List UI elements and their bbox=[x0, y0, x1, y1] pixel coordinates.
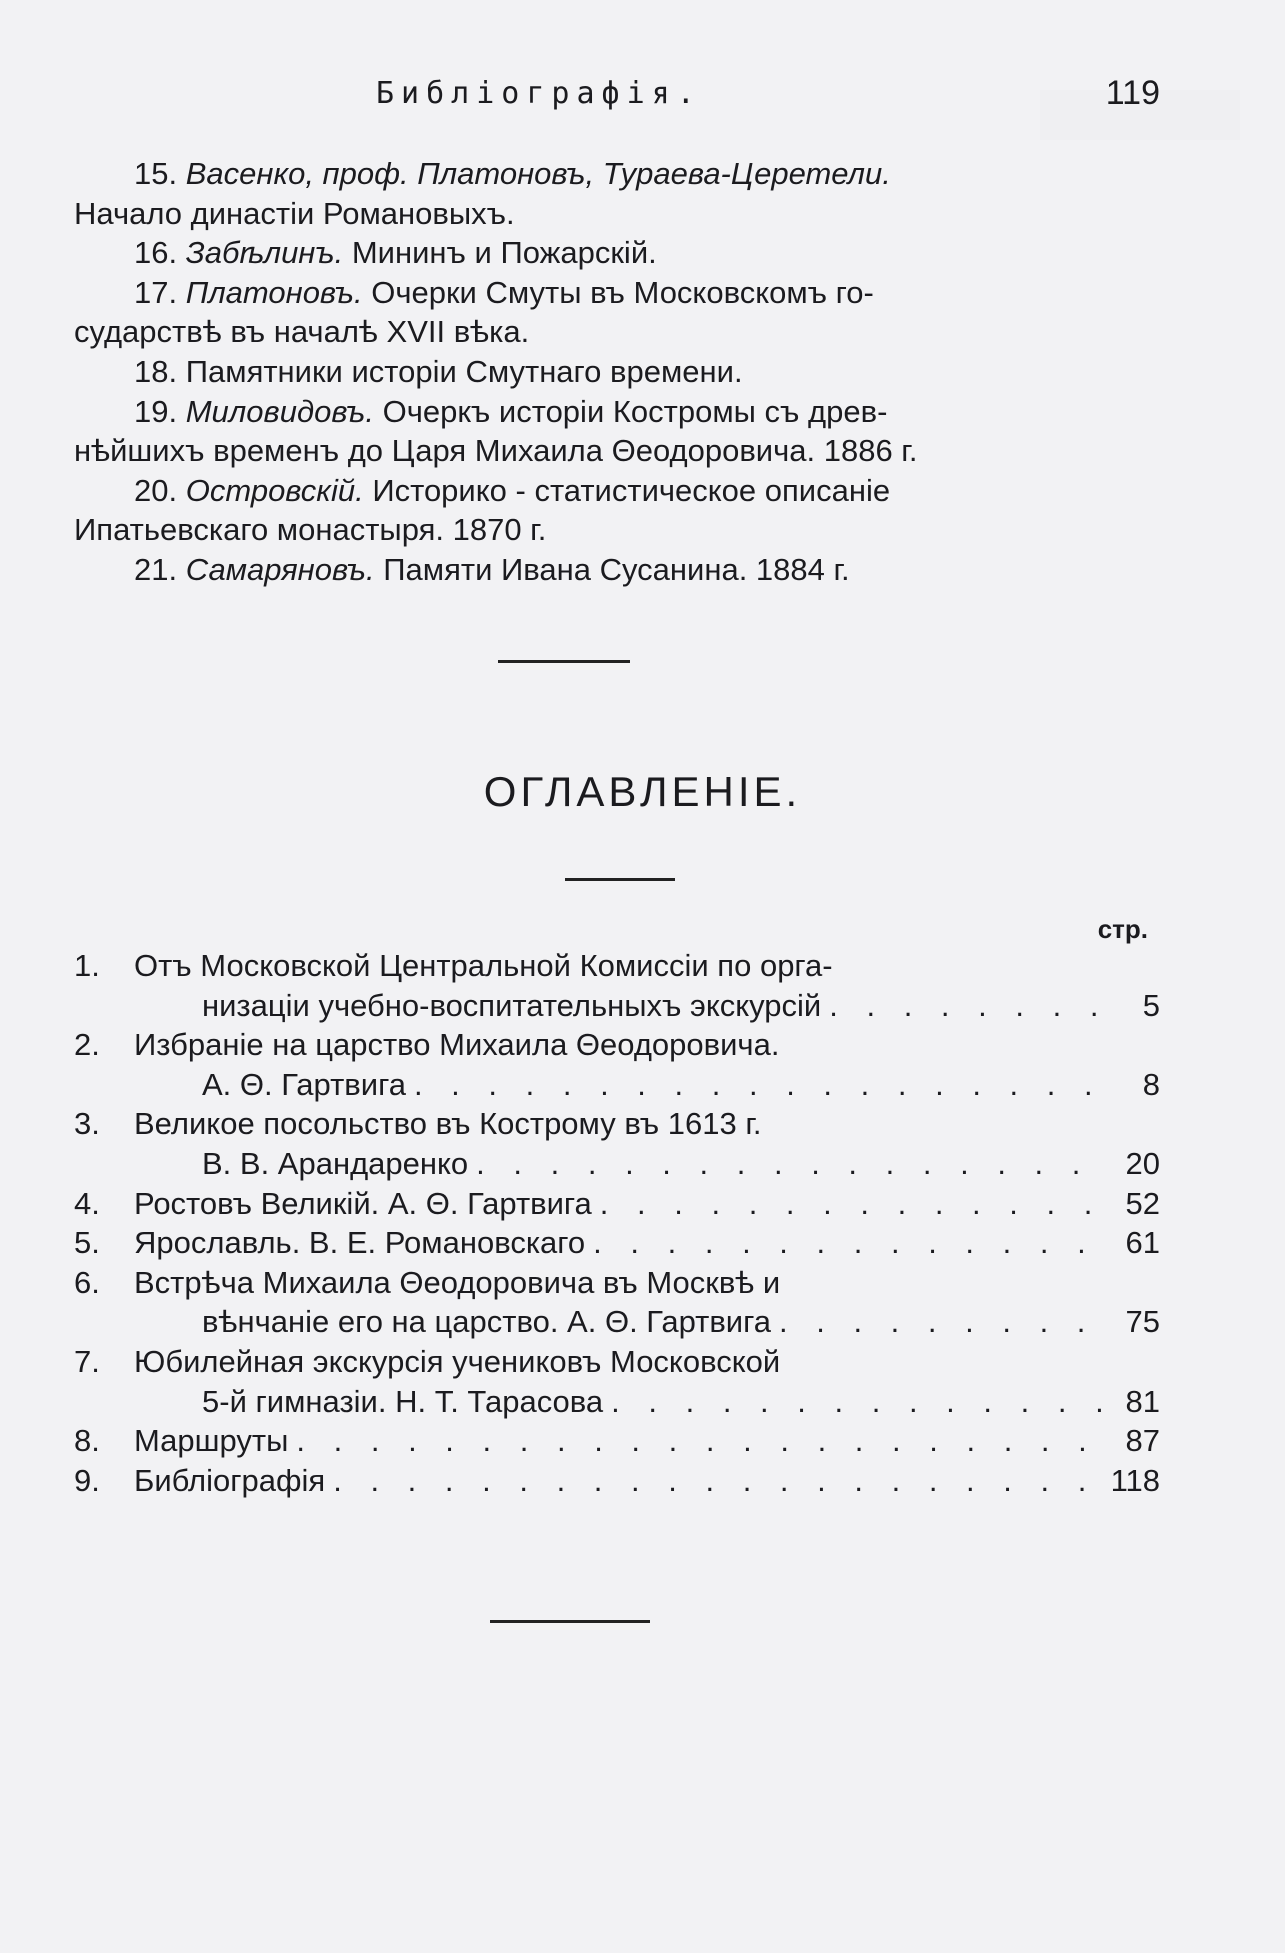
entry-number: 21. bbox=[134, 551, 178, 587]
leader-dots bbox=[829, 986, 1102, 1026]
toc-entry-page: 118 bbox=[1110, 1462, 1160, 1498]
entry-author: Самаряновъ. bbox=[185, 551, 375, 587]
toc-entry-page: 87 bbox=[1125, 1423, 1160, 1459]
page-number: 119 bbox=[1105, 74, 1160, 112]
running-title: Библіографія. bbox=[376, 76, 702, 111]
toc-entry-number: 6. bbox=[74, 1264, 100, 1300]
entry-continuation: Начало династіи Романовыхъ. bbox=[74, 195, 515, 231]
toc-entry-number: 5. bbox=[74, 1225, 100, 1261]
entry-author: Миловидовъ. bbox=[185, 393, 374, 429]
toc-entry-title-continued: низаціи учебно-воспитательныхъ экскурсій bbox=[202, 987, 822, 1023]
toc-entry-number: 8. bbox=[74, 1423, 100, 1459]
entry-author: Забѣлинъ. bbox=[185, 235, 344, 271]
entry-author: Островскій. bbox=[185, 472, 364, 508]
toc-entry-page: 20 bbox=[1125, 1145, 1160, 1181]
toc-entry-title: Библіографія bbox=[134, 1462, 326, 1498]
toc-entry bbox=[74, 1184, 1160, 1224]
toc-entry-title: Ярославль. В. Е. Романовскаго bbox=[134, 1225, 586, 1261]
entry-number: 20. bbox=[134, 472, 178, 508]
leader-dots bbox=[593, 1223, 1102, 1263]
entry-title: Очерки Смуты въ Московскомъ го- bbox=[371, 274, 874, 310]
leader-dots bbox=[600, 1184, 1102, 1224]
toc-entry bbox=[74, 1461, 1160, 1501]
toc-entry-title: Юбилейная экскурсія учениковъ Московской bbox=[134, 1343, 781, 1379]
toc-entry bbox=[74, 1421, 1160, 1461]
entry-number: 16. bbox=[134, 235, 178, 271]
bibliography-entry bbox=[74, 471, 1150, 550]
leader-dots bbox=[414, 1065, 1102, 1105]
bibliography-entry bbox=[74, 233, 1150, 273]
toc-entry bbox=[74, 1104, 1160, 1183]
bibliography-entry bbox=[74, 352, 1150, 392]
bibliography-entry bbox=[74, 273, 1150, 352]
bibliography-entry bbox=[74, 550, 1150, 590]
toc-title: ОГЛАВЛЕНІЕ. bbox=[483, 768, 802, 815]
entry-title: Историко - статистическое описаніе bbox=[372, 472, 891, 508]
toc-entry-page: 81 bbox=[1125, 1383, 1160, 1419]
leader-dots bbox=[779, 1302, 1102, 1342]
toc-entry-title-continued: 5-й гимназіи. Н. Т. Тарасова bbox=[202, 1383, 604, 1419]
page-column-label: стр. bbox=[1097, 914, 1148, 944]
toc-entry-page: 75 bbox=[1125, 1304, 1160, 1340]
toc-entry-number: 4. bbox=[74, 1185, 100, 1221]
toc-entry-page: 8 bbox=[1142, 1066, 1160, 1102]
entry-number: 15. bbox=[134, 156, 178, 191]
bibliography-entry bbox=[74, 392, 1150, 471]
toc-entry-page: 5 bbox=[1142, 987, 1160, 1023]
running-header bbox=[376, 74, 1166, 124]
toc-entry-author: В. В. Арандаренко bbox=[202, 1145, 469, 1181]
entry-continuation: Ипатьевскаго монастыря. 1870 г. bbox=[74, 512, 547, 548]
toc-entry-title: Ростовъ Великій. А. Θ. Гартвига bbox=[134, 1185, 592, 1221]
toc-entry bbox=[74, 946, 1160, 1025]
entry-number: 18. bbox=[134, 353, 178, 389]
entry-title: Памяти Ивана Сусанина. 1884 г. bbox=[383, 551, 850, 587]
toc-entry-number: 9. bbox=[74, 1462, 100, 1498]
toc-entry-author: А. Θ. Гартвига bbox=[202, 1066, 406, 1102]
bibliography-entry bbox=[74, 154, 1150, 233]
entry-continuation: нѣйшихъ временъ до Царя Михаила Θеодоровича. 1886 г. bbox=[74, 433, 918, 469]
entry-number: 19. bbox=[134, 393, 178, 429]
leader-dots bbox=[333, 1461, 1102, 1501]
entry-title: Памятники исторіи Смутнаго времени. bbox=[185, 353, 743, 389]
toc-entry-page: 61 bbox=[1125, 1225, 1160, 1261]
bibliography-list bbox=[74, 154, 1150, 590]
toc-entry-title: Отъ Московской Центральной Комиссіи по орга- bbox=[134, 948, 833, 983]
title-divider bbox=[565, 878, 675, 881]
entry-continuation: сударствѣ въ началѣ XVII вѣка. bbox=[74, 314, 530, 350]
toc-entry-number: 3. bbox=[74, 1106, 100, 1142]
toc-entry bbox=[74, 1223, 1160, 1263]
table-of-contents bbox=[74, 912, 1160, 1500]
toc-entry bbox=[74, 1342, 1160, 1421]
entry-title: Мининъ и Пожарскій. bbox=[351, 235, 657, 271]
toc-entry-title-continued: вѣнчаніе его на царство. А. Θ. Гартвига bbox=[202, 1304, 771, 1340]
closing-divider bbox=[490, 1620, 650, 1623]
entry-number: 17. bbox=[134, 274, 178, 310]
leader-dots bbox=[611, 1382, 1102, 1422]
toc-entry-page: 52 bbox=[1125, 1185, 1160, 1221]
toc-entry-title: Великое посольство въ Кострому въ 1613 г. bbox=[134, 1106, 762, 1142]
toc-entry-number: 2. bbox=[74, 1027, 100, 1063]
entry-title: Очеркъ исторіи Костромы съ древ- bbox=[382, 393, 888, 429]
toc-entry-title: Избраніе на царство Михаила Θеодоровича. bbox=[134, 1027, 780, 1063]
entry-author: Васенко, проф. Платоновъ, Тураева-Церетели. bbox=[185, 156, 891, 191]
toc-entry-title: Маршруты bbox=[134, 1423, 289, 1459]
entry-author: Платоновъ. bbox=[185, 274, 363, 310]
leader-dots bbox=[296, 1421, 1102, 1461]
leader-dots bbox=[476, 1144, 1102, 1184]
toc-entry-number: 1. bbox=[74, 948, 100, 983]
toc-entry bbox=[74, 1263, 1160, 1342]
toc-entry bbox=[74, 1025, 1160, 1104]
toc-entry-number: 7. bbox=[74, 1343, 100, 1379]
toc-entry-title: Встрѣча Михаила Θеодоровича въ Москвѣ и bbox=[134, 1264, 781, 1300]
section-divider bbox=[498, 660, 630, 663]
